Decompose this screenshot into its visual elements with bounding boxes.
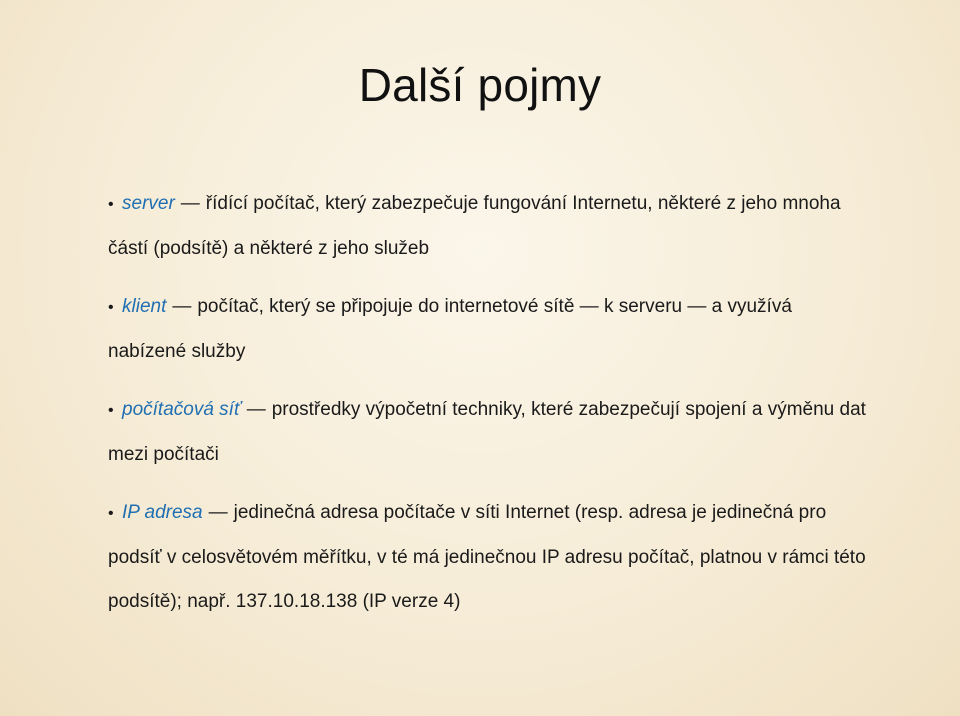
- definition-ip-adresa: jedinečná adresa počítače v síti Internet (resp. adresa je jedinečná pro podsíť v celosvětovém měřítku, v té má jedinečnou IP adresu počítač, platnou v rámci této podsítě); např. 137.10.18.138 (IP verze 4): [108, 502, 866, 612]
- term-separator: —: [172, 296, 192, 317]
- bullet-server: [108, 182, 868, 271]
- bullet-dot-icon: •: [108, 402, 114, 419]
- term-ip-adresa: IP adresa: [122, 502, 203, 523]
- definition-klient: počítač, který se připojuje do internetové sítě — k serveru — a využívá nabízené služby: [108, 296, 792, 362]
- bullet-list: [108, 182, 868, 638]
- slide-title: Další pojmy: [358, 59, 602, 111]
- term-pocitacova-sit: počítačová síť: [122, 399, 241, 420]
- term-server: server: [122, 193, 175, 214]
- term-separator: —: [180, 193, 200, 214]
- bullet-ip-adresa: [108, 491, 868, 624]
- bullet-dot-icon: •: [108, 505, 114, 522]
- definition-server: řídící počítač, který zabezpečuje fungování Internetu, některé z jeho mnoha částí (podsítě) a některé z jeho služeb: [108, 193, 841, 259]
- bullet-dot-icon: •: [108, 196, 114, 213]
- term-klient: klient: [122, 296, 167, 317]
- term-separator: —: [208, 502, 228, 523]
- definition-pocitacova-sit: prostředky výpočetní techniky, které zabezpečují spojení a výměnu dat mezi počítači: [108, 399, 866, 465]
- bullet-dot-icon: •: [108, 299, 114, 316]
- term-separator: —: [246, 399, 266, 420]
- bullet-klient: [108, 285, 868, 374]
- bullet-pocitacova-sit: [108, 388, 868, 477]
